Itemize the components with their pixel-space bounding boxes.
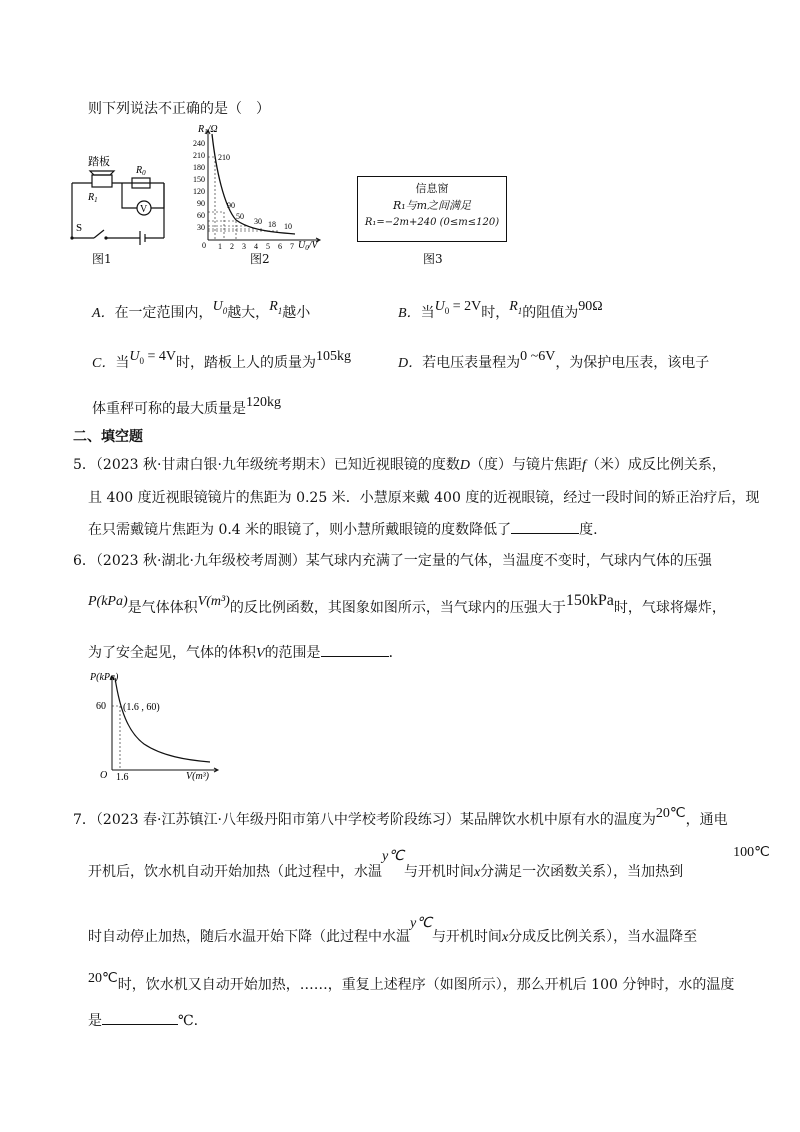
figure-3-info-window — [357, 176, 507, 242]
y-tick: 30 — [197, 223, 205, 232]
v-axis-label: V(m³) — [186, 771, 209, 782]
x-tick: 2 — [230, 242, 234, 250]
y-tick: 180 — [193, 163, 205, 172]
x-tick: 7 — [290, 242, 294, 250]
answer-blank[interactable] — [511, 519, 579, 534]
option-d-cont: 体重秤可称的最大质量是120kg — [92, 395, 281, 417]
y-tick: 90 — [197, 199, 205, 208]
x-tick: 3 — [242, 242, 246, 250]
svg-text:U0/V: $U_0/V$ — [298, 240, 318, 250]
option-c[interactable]: C．当$U_0 = 4V$时，踏板上人的质量为105kg — [92, 349, 351, 371]
y-tick: 60 — [96, 701, 106, 712]
q7-line1: 7．（2023 春·江苏镇江·八年级丹阳市第八中学校考阶段练习）某品牌饮水机中原有水的温度为20℃，通电 — [73, 806, 728, 828]
x-axis-label: U — [298, 240, 306, 250]
q6-line2: P(kPa)是气体体积V(m³)的反比例函数，其图象如图所示，当气球内的压强大于150kPa时，气球将爆炸， — [88, 592, 726, 616]
info-window-title: 信息窗 — [415, 182, 449, 195]
q7-line5: 是 ℃. — [88, 1010, 198, 1031]
svg-text:R1/Ω: $R_1/\Omega$ — [198, 124, 218, 136]
svg-text:R0: $R_0$ — [136, 165, 146, 177]
info-window-line2: R₁=−2m+240 (0≤m≤120) — [364, 217, 500, 228]
y-tick: 240 — [193, 139, 205, 148]
figure-3-caption: 图3 — [423, 252, 443, 266]
y-tick: 150 — [193, 175, 205, 184]
option-b[interactable]: B．当$U_0 = 2V$时，$R_1$的阻值为90Ω — [398, 299, 603, 321]
point-label: 18 — [268, 220, 276, 229]
figure-2-graph — [180, 120, 350, 250]
p-axis-label: P(kPa) — [90, 672, 119, 683]
figure-2-caption: 图2 — [250, 252, 270, 266]
y-tick: 210 — [193, 151, 205, 160]
point-label: 210 — [218, 153, 230, 162]
svg-text:R1: $R_1$ — [88, 192, 98, 204]
y-axis-label: R — [198, 124, 205, 135]
q7-line2: 开机后，饮水机自动开始加热（此过程中，水温y℃与开机时间x分满足一次函数关系），当加热到100℃ — [88, 845, 770, 880]
x-tick: 5 — [266, 242, 270, 250]
figure-1-caption: 图1 — [92, 252, 112, 266]
q5-line3: 在只需戴镜片焦距为 0.4 米的眼镜了，则小慧所戴眼镜的度数降低了 度. — [88, 519, 598, 540]
y-tick: 120 — [193, 187, 205, 196]
x-tick: 1.6 — [116, 772, 129, 782]
origin-label: 0 — [202, 241, 206, 250]
q6-line1: 6．（2023 秋·湖北·九年级校考周测）某气球内充满了一定量的气体，当温度不变时，气球内气体的压强 — [73, 553, 712, 569]
x-tick: 6 — [278, 242, 282, 250]
q6-pv-graph — [90, 670, 230, 782]
section-heading: 二、填空题 — [73, 429, 143, 445]
answer-blank[interactable] — [102, 1010, 178, 1025]
q6-line3: 为了安全起见，气体的体积V的范围是 ． — [88, 642, 403, 664]
answer-blank[interactable] — [321, 642, 389, 657]
figure-1-circuit — [62, 145, 172, 265]
info-window-line1: R₁与m之间满足 — [392, 199, 472, 212]
point-label: 30 — [254, 217, 262, 226]
q7-line3: 时自动停止加热，随后水温开始下降（此过程中水温y℃与开机时间x分成反比例关系），当水温降至 — [88, 916, 698, 945]
voltmeter-symbol: V — [140, 204, 148, 215]
pedal-label: 踏板 — [88, 155, 110, 168]
q7-line4: 20℃时，饮水机又自动开始加热，……，重复上述程序（如图所示），那么开机后 100 分钟时，水的温度 — [88, 971, 735, 993]
option-a[interactable]: A．在一定范围内，$U_0$越大，$R_1$越小 — [92, 299, 311, 321]
q5-line1: 5．（2023 秋·甘肃白银·九年级统考期末）已知近视眼镜的度数D（度）与镜片焦距f（米）成反比例关系， — [73, 457, 726, 473]
point-label: 90 — [227, 201, 235, 210]
x-tick: 1 — [218, 242, 222, 250]
r1-label: R — [88, 192, 95, 203]
origin-label: O — [100, 770, 108, 781]
point-label: 10 — [284, 222, 292, 231]
option-d[interactable]: D．若电压表量程为0 ~6V，为保护电压表，该电子 — [398, 349, 710, 371]
question-intro: 则下列说法不正确的是（ ） — [88, 101, 270, 117]
q5-line2: 且 400 度近视眼镜镜片的焦距为 0.25 米．小慧原来戴 400 度的近视眼镜，经过一段时间的矫正治疗后，现 — [88, 490, 760, 506]
point-label: (1.6 , 60) — [123, 702, 160, 713]
switch-label: S — [76, 222, 83, 234]
x-tick: 4 — [254, 242, 258, 250]
point-label: 50 — [236, 212, 244, 221]
y-tick: 60 — [197, 211, 205, 220]
r0-label: R — [136, 165, 143, 176]
